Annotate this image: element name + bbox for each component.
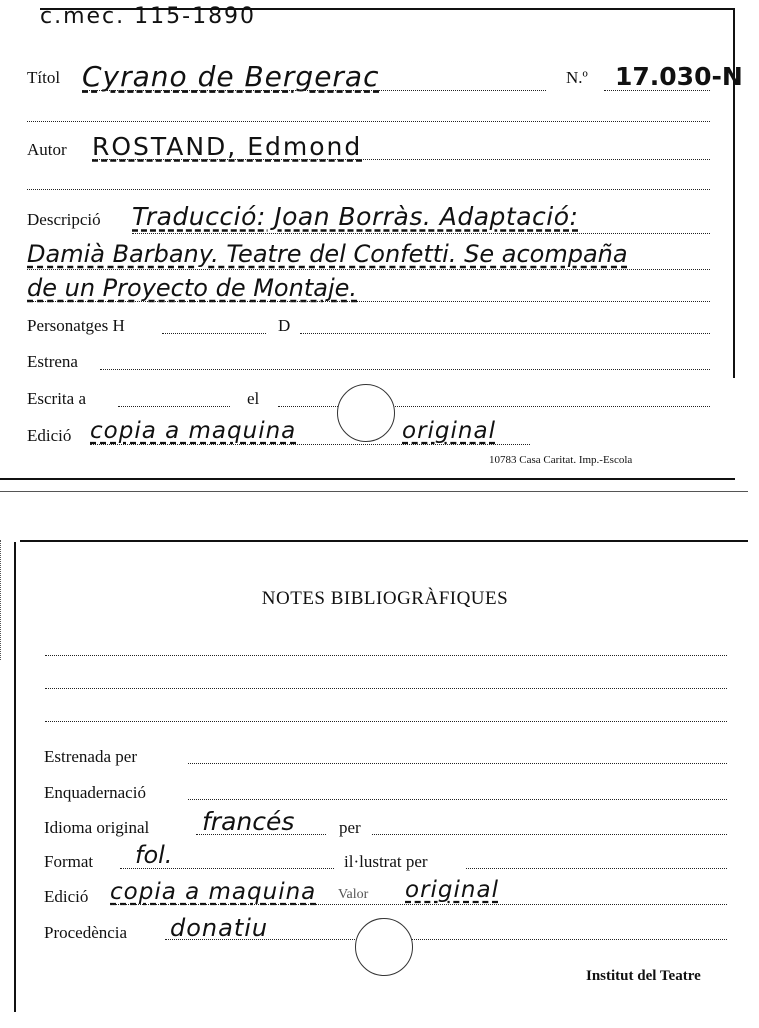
bottom-card-left-border [14,542,16,1012]
format-label: Format [44,852,94,871]
bottom-edicio-line [110,904,727,905]
format-illustrat-label: il·lustrat per [344,852,428,871]
escrita-line [118,406,230,407]
enquadernacio-label: Enquadernació [44,783,146,802]
descripcio-line-3: de un Proyecto de Montaje. [27,274,357,302]
bottom-card [0,530,759,1028]
edicio-value-right: original [402,418,496,444]
bottom-edicio-label: Edició [44,887,89,906]
notes-line-2 [45,688,727,689]
descripcio-line-2: Damià Barbany. Teatre del Confetti. Se acompaña [27,240,628,268]
autor-line [92,159,710,160]
valor-label: Valor [338,887,369,902]
numero-value: 17.030-N [615,62,743,91]
descripcio-rule-1 [132,233,710,234]
valor-value: original [405,877,499,903]
personatges-d-label: D [278,316,291,335]
idioma-per-label: per [339,818,361,837]
descripcio-rule-2 [27,269,710,270]
procedencia-label: Procedència [44,923,128,942]
punch-hole-bottom [355,918,413,976]
top-card-bottom-border-2 [0,491,748,492]
numero-line [604,90,710,91]
autor-line-2 [27,189,710,190]
estrena-line [100,369,710,370]
top-card-bottom-border [0,478,735,480]
edicio-line [90,444,530,445]
autor-label: Autor [27,140,67,159]
estrena-label: Estrena [27,352,78,371]
catalog-ref: c.mec. 115-1890 [40,4,257,29]
autor-value: ROSTAND, Edmond [92,132,363,161]
institution-name: Institut del Teatre [586,968,701,984]
format-illustrat-line [466,868,727,869]
punch-hole-top [337,384,395,442]
titol-label: Títol [27,68,61,87]
descripcio-rule-3 [27,301,710,302]
bottom-edicio-value: copia a maquina [110,879,317,905]
enquadernacio-line [188,799,727,800]
descripcio-label: Descripció [27,210,101,229]
estrenada-per-line [188,763,727,764]
personatges-h-line [162,333,266,334]
titol-value: Cyrano de Bergerac [82,60,380,93]
escrita-label: Escrita a [27,389,86,408]
idioma-label: Idioma original [44,818,150,837]
titol-line-2 [27,121,710,122]
notes-line-3 [45,721,727,722]
printer-note: 10783 Casa Caritat. Imp.-Escola [489,454,633,466]
idioma-line [196,834,326,835]
personatges-label: Personatges H [27,316,125,335]
personatges-d-line [300,333,710,334]
descripcio-line-1: Traducció: Joan Borràs. Adaptació: [132,202,579,231]
idioma-per-line [372,834,727,835]
notes-line-1 [45,655,727,656]
procedencia-line [165,939,727,940]
edicio-value-left: copia a maquina [90,418,297,444]
edicio-label: Edició [27,426,72,445]
idioma-value: francés [202,807,295,836]
format-value: fol. [135,841,173,869]
titol-line [82,90,546,91]
procedencia-value: donatiu [170,914,269,942]
escrita-el-label: el [247,389,260,408]
numero-label: N.º [566,68,588,87]
bottom-card-top-border [20,540,748,542]
estrenada-per-label: Estrenada per [44,747,137,766]
format-line [120,868,334,869]
top-card [0,0,759,495]
notes-heading: NOTES BIBLIOGRÀFIQUES [261,588,509,609]
